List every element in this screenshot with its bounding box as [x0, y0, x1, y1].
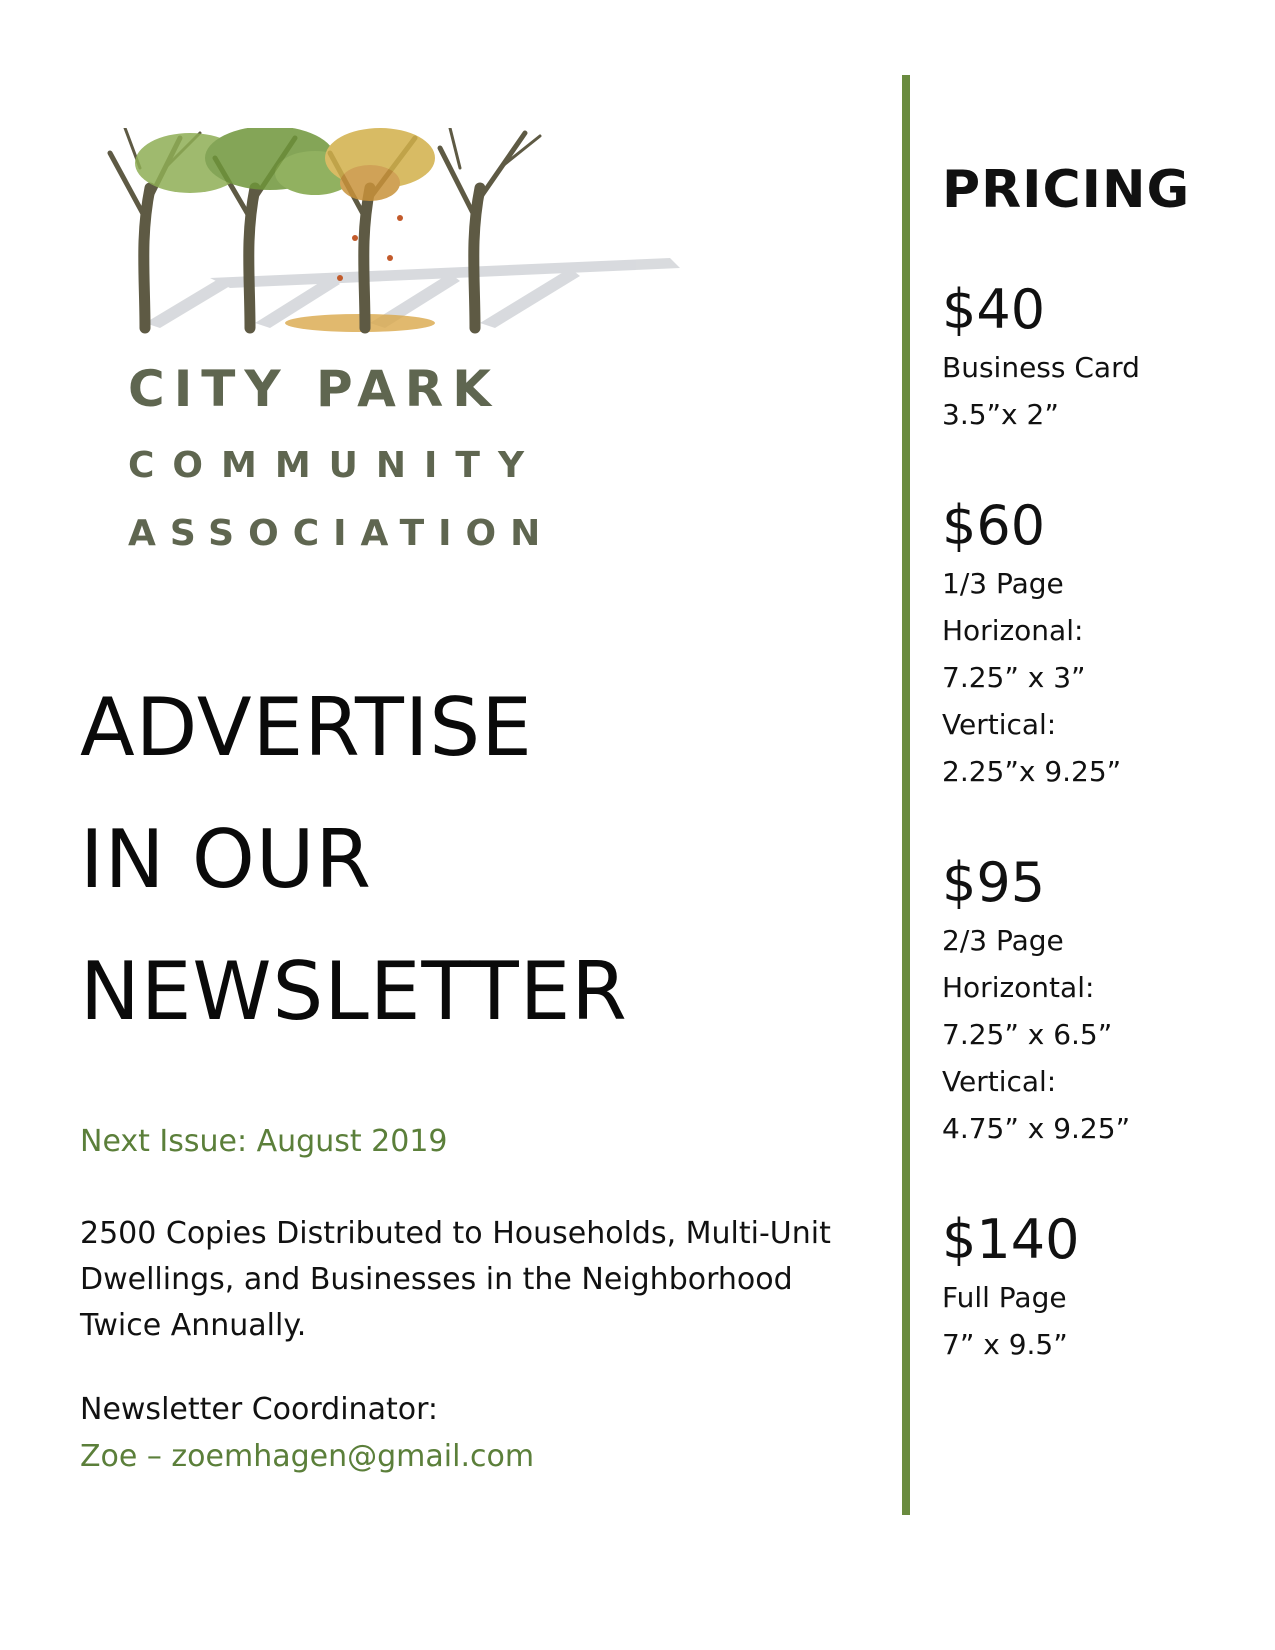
price-dimensions: 4.75” x 9.25”: [942, 1112, 1131, 1145]
headline-line3: NEWSLETTER: [80, 945, 628, 1038]
logo-text-line2: COMMUNITY: [128, 445, 543, 486]
headline-line1: ADVERTISE: [80, 681, 533, 774]
price-block-business-card: [942, 278, 1262, 438]
pricing-sidebar: [942, 160, 1262, 1424]
vertical-divider: [902, 75, 910, 1515]
price-amount: $140: [942, 1208, 1080, 1271]
price-orientation-label: Horizontal:: [942, 971, 1095, 1004]
price-amount: $95: [942, 851, 1046, 914]
price-orientation-label: Vertical:: [942, 1065, 1057, 1098]
price-block-third-page: [942, 494, 1262, 795]
price-orientation-label: Horizonal:: [942, 614, 1084, 647]
headline: [80, 662, 628, 1058]
price-description: 1/3 Page: [942, 567, 1064, 600]
price-dimensions: 7” x 9.5”: [942, 1328, 1068, 1361]
next-issue-date: Next Issue: August 2019: [80, 1124, 448, 1159]
logo-text-line1: CITY PARK: [128, 360, 501, 418]
price-amount: $40: [942, 278, 1046, 341]
price-block-full-page: [942, 1208, 1262, 1368]
headline-line2: IN OUR: [80, 813, 372, 906]
price-dimensions: 7.25” x 6.5”: [942, 1018, 1113, 1051]
coordinator-label: Newsletter Coordinator:: [80, 1392, 438, 1427]
price-dimensions: 3.5”x 2”: [942, 398, 1059, 431]
trees-illustration-icon: [70, 128, 720, 358]
price-description: 2/3 Page: [942, 924, 1064, 957]
price-block-two-thirds-page: [942, 851, 1262, 1152]
pricing-title: PRICING: [942, 160, 1191, 220]
distribution-info: 2500 Copies Distributed to Households, Multi-Unit Dwellings, and Businesses in the Neighborhood Twice Annually.: [80, 1216, 831, 1343]
coordinator-contact: Zoe – zoemhagen@gmail.com: [80, 1439, 535, 1474]
price-orientation-label: Vertical:: [942, 708, 1057, 741]
logo-text-line3: ASSOCIATION: [128, 513, 555, 554]
price-amount: $60: [942, 494, 1046, 557]
association-logo: [70, 128, 720, 568]
price-description: Full Page: [942, 1281, 1067, 1314]
price-dimensions: 2.25”x 9.25”: [942, 755, 1122, 788]
price-description: Business Card: [942, 351, 1140, 384]
price-dimensions: 7.25” x 3”: [942, 661, 1086, 694]
